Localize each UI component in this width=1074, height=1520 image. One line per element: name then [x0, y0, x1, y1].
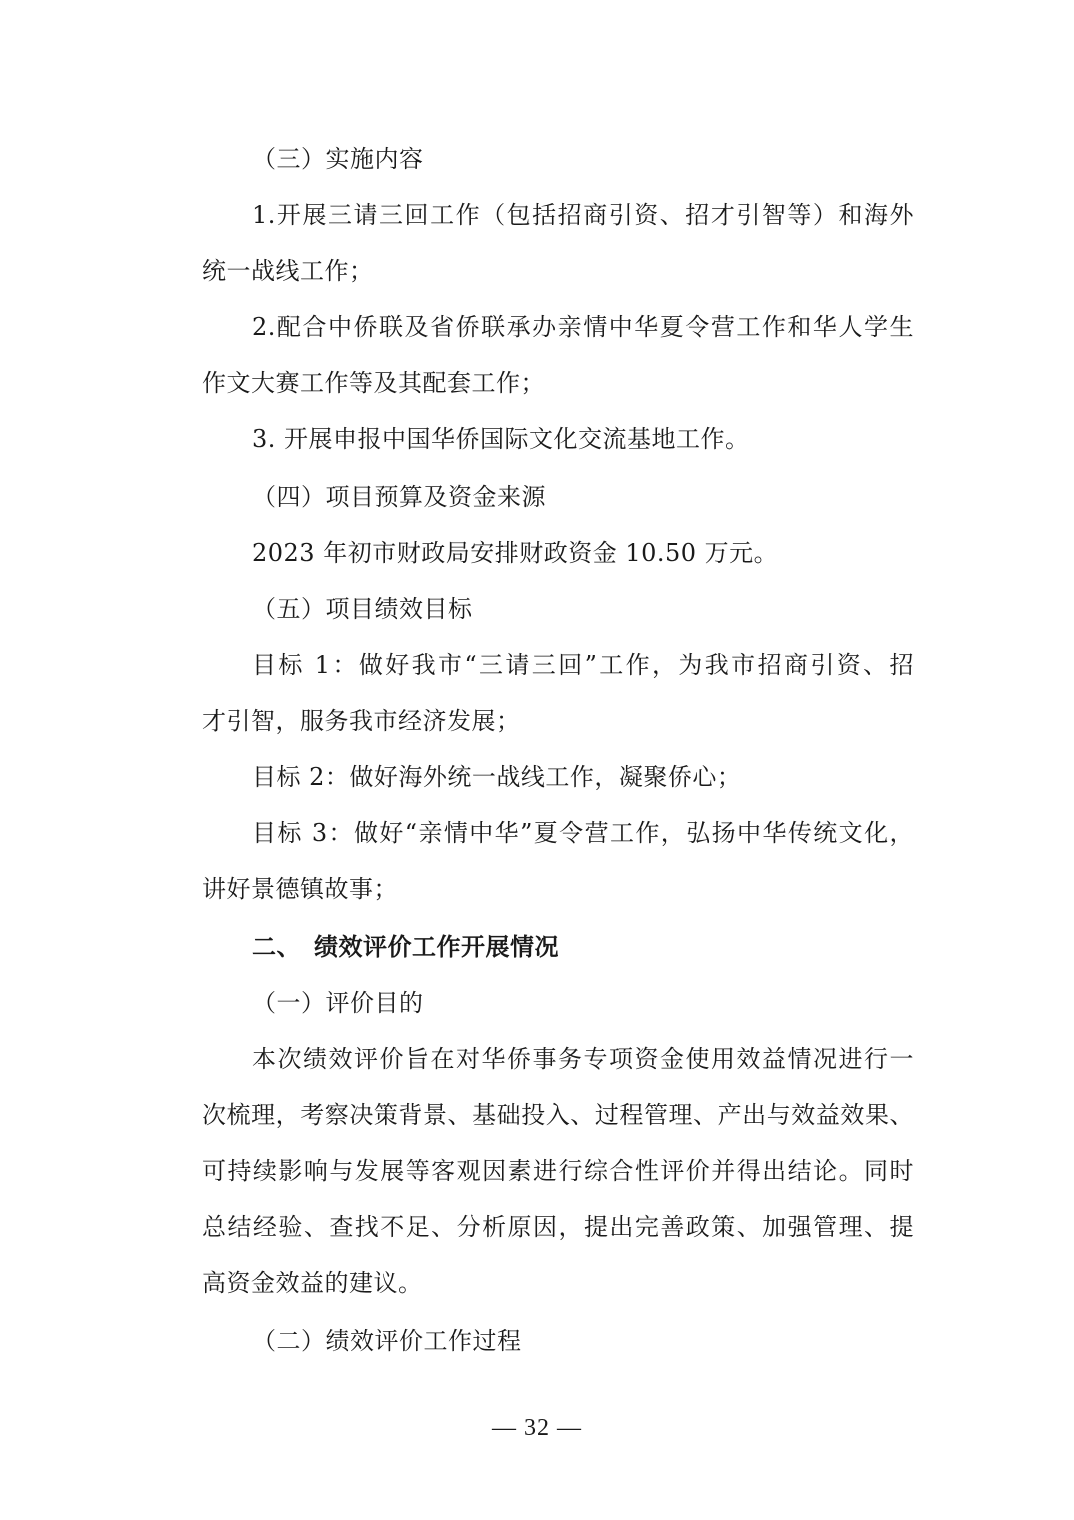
paragraph-line: 作文大赛工作等及其配套工作； — [202, 369, 545, 397]
paragraph-line: 统一战线工作； — [202, 257, 374, 285]
paragraph-line: 讲好景德镇故事； — [202, 875, 398, 903]
paragraph-line: 高资金效益的建议。 — [202, 1269, 423, 1297]
subheading-performance-goals: （五）项目绩效目标 — [252, 595, 473, 623]
paragraph-line: 本次绩效评价旨在对华侨事务专项资金使用效益情况进行一 — [252, 1045, 914, 1073]
page-number: — 32 — — [492, 1415, 582, 1441]
paragraph-line: 总结经验、查找不足、分析原因，提出完善政策、加强管理、提 — [202, 1213, 914, 1241]
paragraph-line: 2023 年初市财政局安排财政资金 10.50 万元。 — [252, 539, 779, 567]
paragraph-line: 可持续影响与发展等客观因素进行综合性评价并得出结论。同时 — [202, 1157, 914, 1185]
paragraph-line: 目标 1：做好我市“三请三回”工作，为我市招商引资、招 — [252, 651, 914, 679]
subheading-evaluation-process: （二）绩效评价工作过程 — [252, 1327, 522, 1355]
section-heading — [252, 931, 914, 963]
paragraph-line: 3. 开展申报中国华侨国际文化交流基地工作。 — [252, 425, 750, 453]
section-title: 绩效评价工作开展情况 — [314, 933, 559, 961]
subheading-implementation: （三）实施内容 — [252, 145, 424, 173]
paragraph-line: 目标 2：做好海外统一战线工作，凝聚侨心； — [252, 763, 742, 791]
paragraph-line: 才引智，服务我市经济发展； — [202, 707, 521, 735]
paragraph-line: 目标 3：做好“亲情中华”夏令营工作，弘扬中华传统文化， — [252, 819, 914, 847]
subheading-evaluation-purpose: （一）评价目的 — [252, 989, 424, 1017]
section-number: 二、 — [252, 933, 301, 961]
subheading-budget: （四）项目预算及资金来源 — [252, 483, 546, 511]
paragraph-line: 1.开展三请三回工作（包括招商引资、招才引智等）和海外 — [252, 201, 914, 229]
paragraph-line: 次梳理，考察决策背景、基础投入、过程管理、产出与效益效果、 — [202, 1101, 914, 1129]
paragraph-line: 2.配合中侨联及省侨联承办亲情中华夏令营工作和华人学生 — [252, 313, 914, 341]
